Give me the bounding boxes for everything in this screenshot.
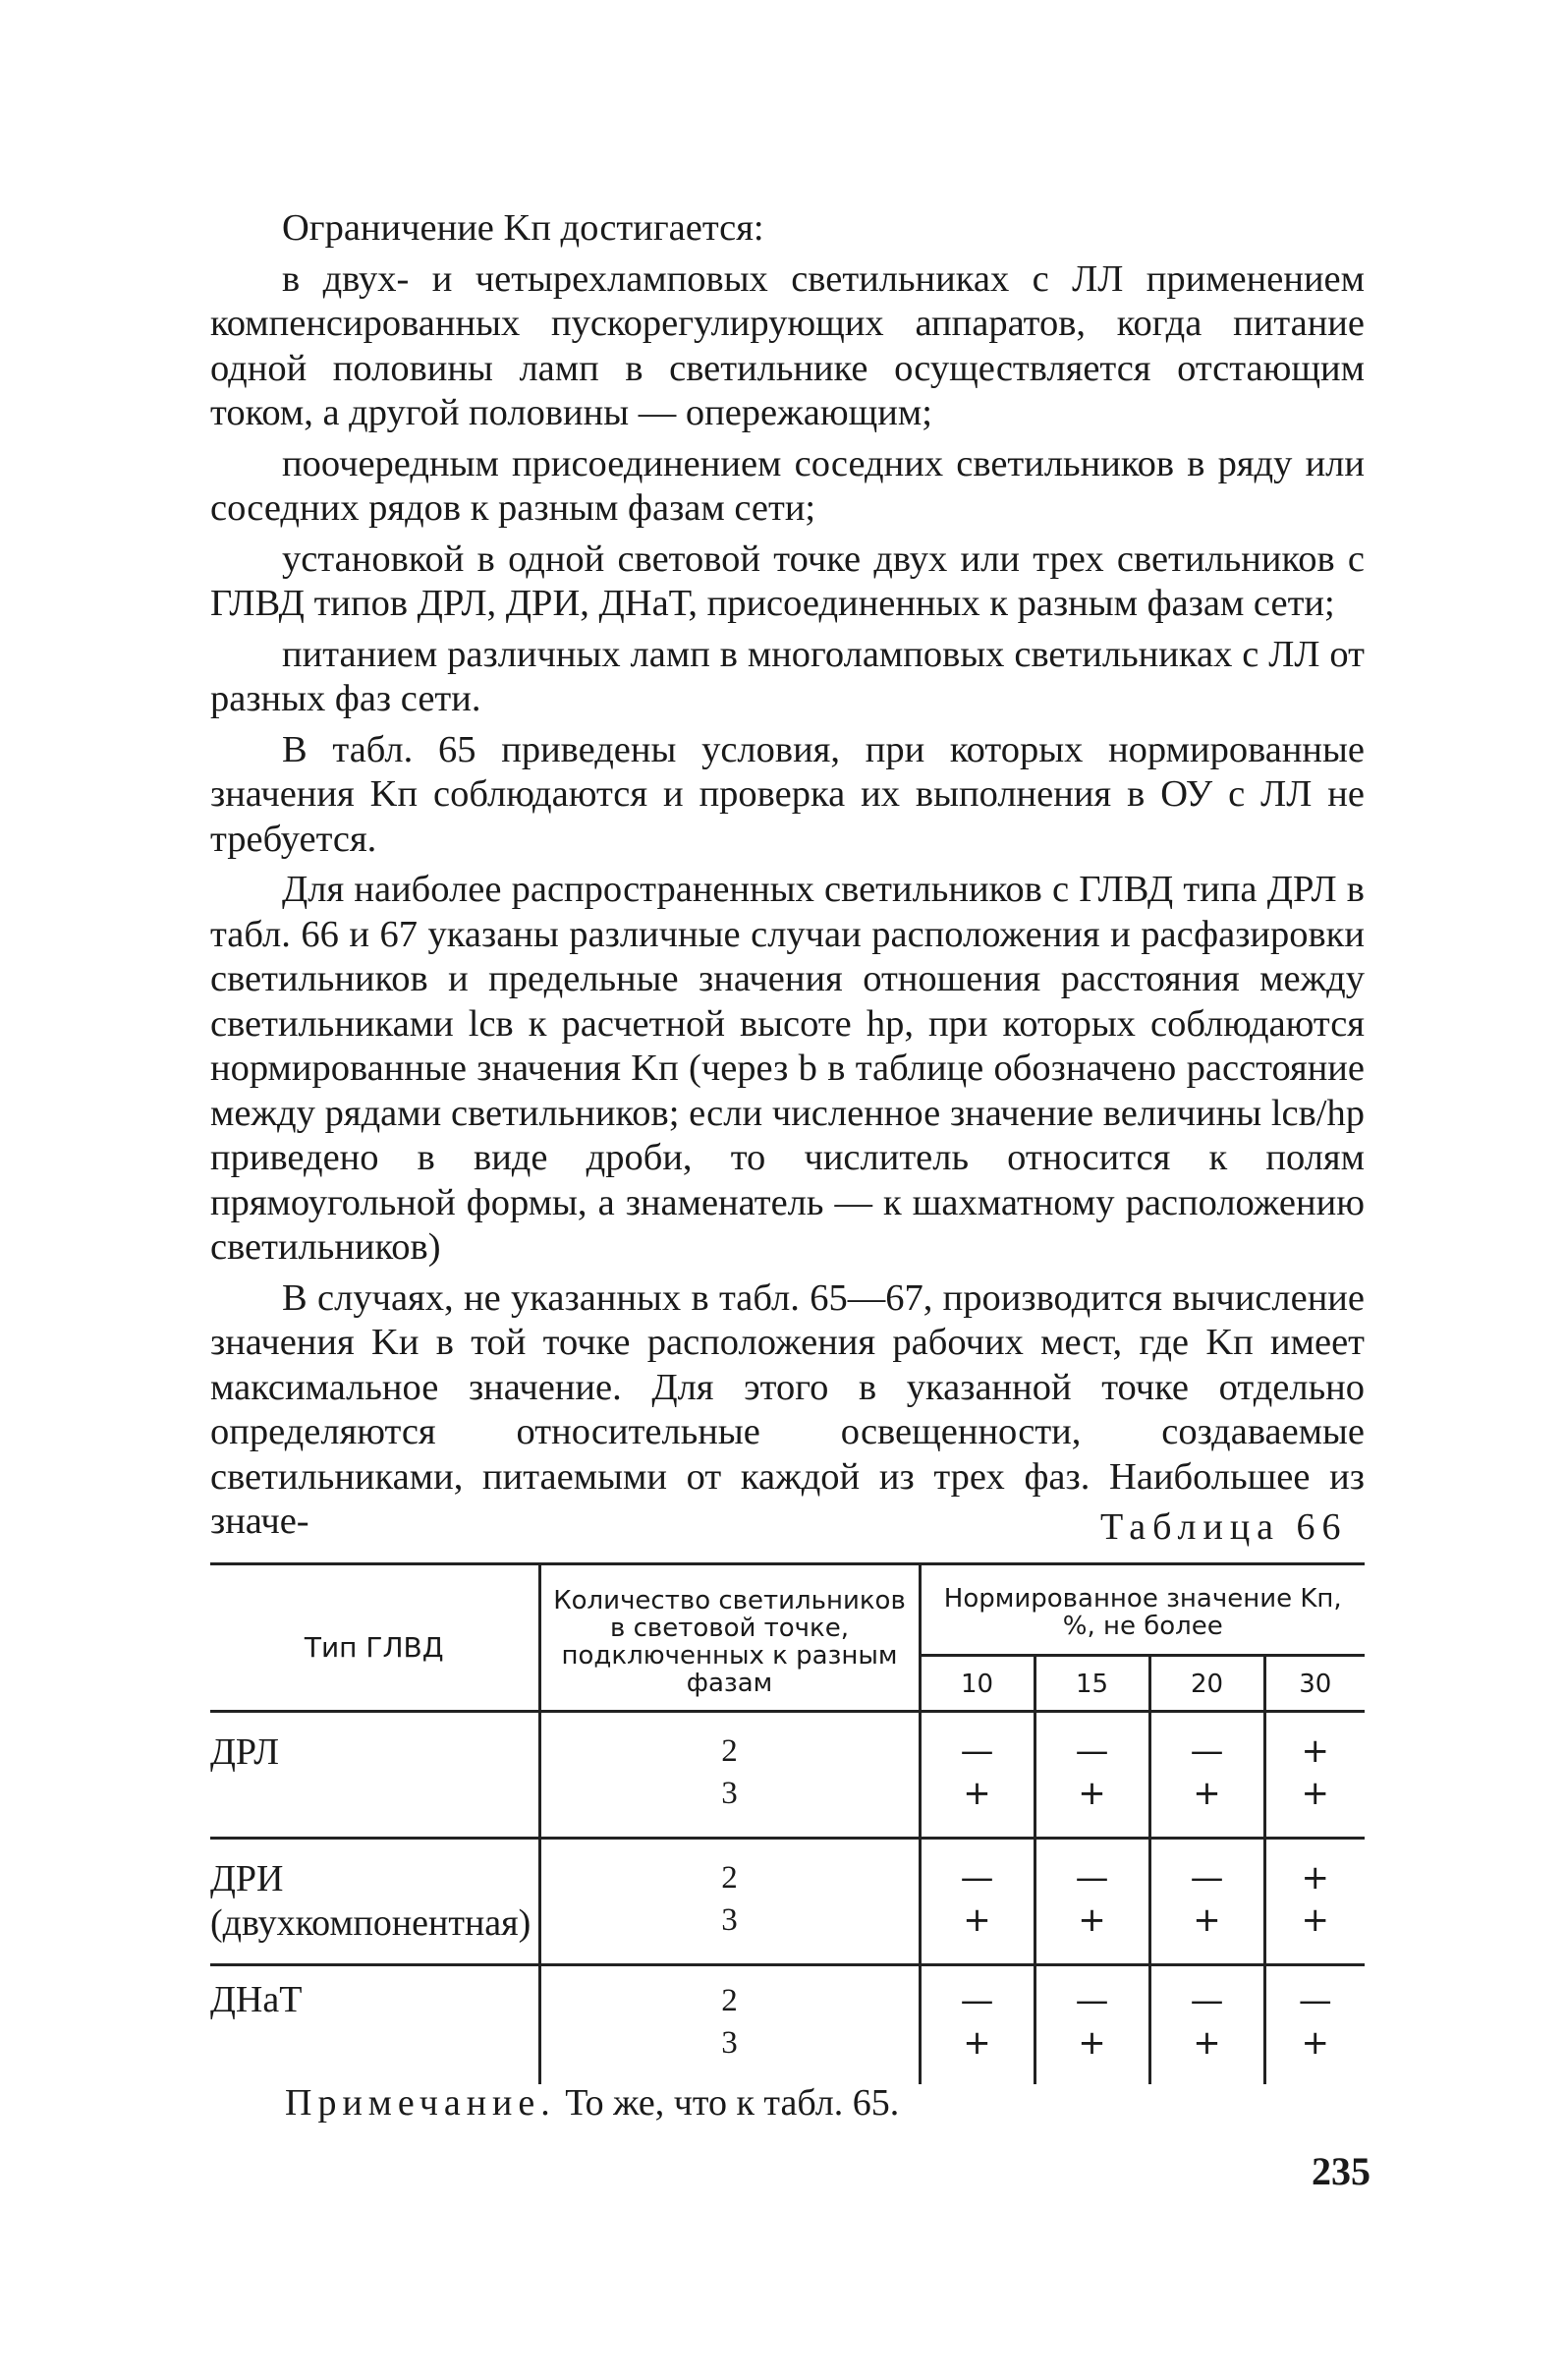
mark: — (960, 1731, 994, 1771)
paragraph: установкой в одной световой точке двух или трех светильников с ГЛВД типов ДРЛ, ДРИ, ДНаТ, присоединенных к разным фазам сети; (210, 538, 1365, 624)
mark-cell (1264, 1839, 1365, 1965)
header-type: Тип ГЛВД (210, 1564, 539, 1712)
row-type: ДРЛ (210, 1731, 279, 1773)
mark: + (1301, 1900, 1329, 1940)
note-label: Примечание. (285, 2082, 556, 2124)
table-row (210, 1712, 1365, 1839)
mark: + (1301, 1774, 1329, 1813)
body-text (210, 206, 1365, 1551)
mark: + (1301, 2023, 1329, 2063)
table-title: Таблица 66 (1100, 1506, 1348, 1548)
row-type: ДРИ (двухкомпонентная) (210, 1858, 531, 1944)
data-table (210, 1562, 1365, 2084)
count-value: 3 (721, 1776, 738, 1811)
mark: + (963, 2023, 991, 2063)
subheader: 15 (1035, 1656, 1149, 1712)
paragraph: Для наиболее распространенных светильников с ГЛВД типа ДРЛ в табл. 66 и 67 указаны различные случаи расположения и расфазировки светильников и предельные значения отношения расстояния между светильниками lсв к расчетной высоте hр, при которых соблюдаются нормированные значения Kп (через b в таблице обозначено расстояние между рядами светильников; если численное значение величины lсв/hр приведено в виде дроби, то числитель относится к полям прямоугольной формы, а знаменатель — к шахматному расположению светильников) (210, 869, 1365, 1268)
mark: + (1078, 1774, 1106, 1813)
mark: — (1075, 1981, 1109, 2020)
mark: + (1301, 1858, 1329, 1898)
mark: + (1078, 2023, 1106, 2063)
mark: — (1190, 1858, 1224, 1898)
mark-cell (1149, 1839, 1264, 1965)
row-count (539, 1839, 920, 1965)
mark: + (1078, 1900, 1106, 1940)
mark-cell (1264, 1965, 1365, 2085)
header-count: Количество светильников в световой точке, подключенных к разным фазам (539, 1564, 920, 1712)
mark-cell (1149, 1712, 1264, 1839)
table-row (210, 1839, 1365, 1965)
paragraph: в двух- и четырехламповых светильниках с ЛЛ применением компенсированных пускорегулирующих аппаратов, когда питание одной половины ламп в светильнике осуществляется отстающим током, а другой половины — опережающим; (210, 257, 1365, 433)
subheader: 30 (1264, 1656, 1365, 1712)
mark: + (963, 1900, 991, 1940)
count-value: 2 (721, 1983, 738, 2018)
mark: — (1075, 1731, 1109, 1771)
page-number: 235 (1312, 2149, 1370, 2193)
row-count (539, 1965, 920, 2085)
count-value: 2 (721, 1733, 738, 1769)
table-row (210, 1965, 1365, 2085)
paragraph: Ограничение Kп достигается: (282, 207, 764, 249)
paragraph: питанием различных ламп в многоламповых светильниках с ЛЛ от разных фаз сети. (210, 633, 1365, 719)
header-norm: Нормированное значение Kп, %, не более (920, 1564, 1365, 1656)
paragraph: В случаях, не указанных в табл. 65—67, производится вычисление значения Kи в той точке расположения рабочих мест, где Kп имеет максимальное значение. Для этого в указанной точке отдельно определяются относительные освещенности, создаваемые светильниками, питаемыми от каждой из трех фаз. Наибольшее из значе- (210, 1276, 1365, 1542)
mark: + (1193, 2023, 1221, 2063)
mark: — (1190, 1981, 1224, 2020)
mark-cell (920, 1965, 1035, 2085)
mark-cell (1035, 1965, 1149, 2085)
count-value: 3 (721, 1902, 738, 1938)
mark-cell (1035, 1712, 1149, 1839)
paragraph: В табл. 65 приведены условия, при которых нормированные значения Kп соблюдаются и проверка их выполнения в ОУ с ЛЛ не требуется. (210, 728, 1365, 860)
count-value: 2 (721, 1860, 738, 1896)
mark-cell (1035, 1839, 1149, 1965)
mark: — (1298, 1981, 1332, 2020)
mark: — (1075, 1858, 1109, 1898)
mark: + (1193, 1774, 1221, 1813)
mark: — (960, 1981, 994, 2020)
mark: + (1301, 1731, 1329, 1771)
mark: — (960, 1858, 994, 1898)
note-text: То же, что к табл. 65. (565, 2082, 900, 2124)
subheader: 10 (920, 1656, 1035, 1712)
mark-cell (920, 1839, 1035, 1965)
paragraph: поочередным присоединением соседних светильников в ряду или соседних рядов к разным фазам сети; (210, 442, 1365, 529)
row-count (539, 1712, 920, 1839)
mark: + (963, 1774, 991, 1813)
mark: + (1193, 1900, 1221, 1940)
mark: — (1190, 1731, 1224, 1771)
table-note (285, 2081, 899, 2125)
row-type: ДНаТ (210, 1979, 303, 2020)
mark-cell (1264, 1712, 1365, 1839)
count-value: 3 (721, 2025, 738, 2061)
mark-cell (1149, 1965, 1264, 2085)
subheader: 20 (1149, 1656, 1264, 1712)
mark-cell (920, 1712, 1035, 1839)
